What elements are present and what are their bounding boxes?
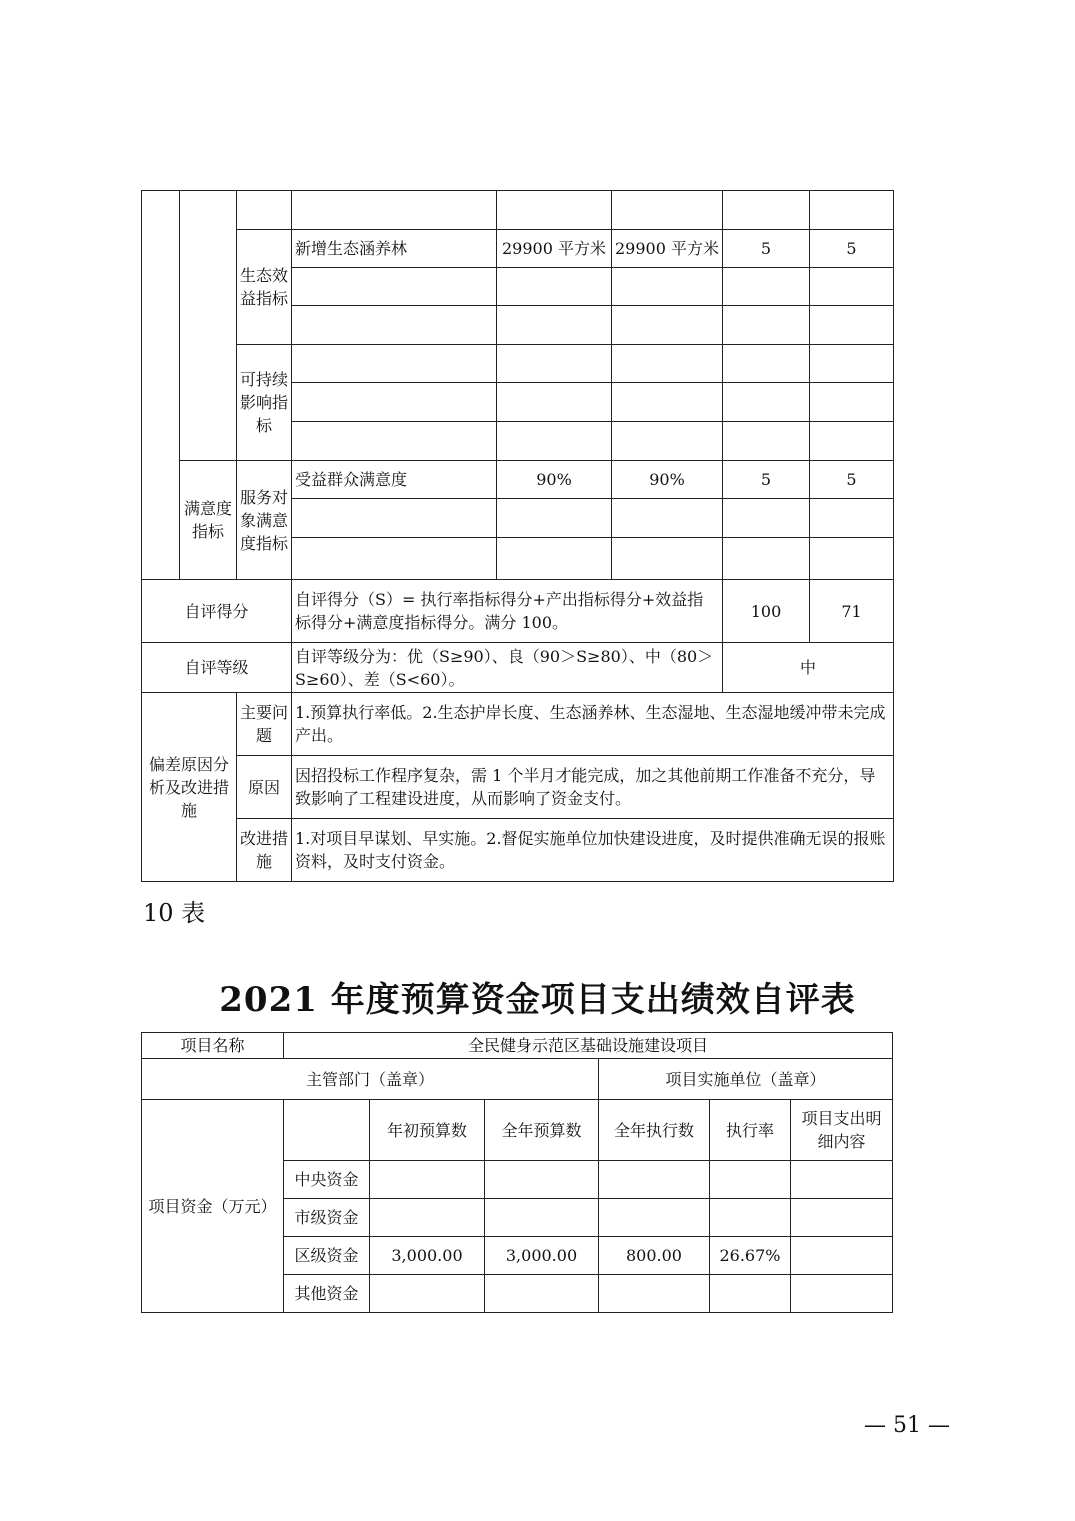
expense-detail-value [791, 1161, 893, 1199]
evaluation-table-continued [141, 190, 894, 882]
page-number: — 51 — [864, 1413, 950, 1438]
table-cell [810, 191, 894, 230]
weight-value [723, 383, 810, 422]
score-value [810, 538, 894, 580]
weight-value: 5 [723, 230, 810, 268]
indicator-name: 新增生态涵养林 [292, 230, 497, 268]
execution-rate-value [710, 1199, 791, 1237]
indicator-name [292, 345, 497, 383]
indicator-name [292, 422, 497, 461]
execution-rate-value [710, 1161, 791, 1199]
table-cell [612, 191, 723, 230]
score-value [810, 499, 894, 538]
indicator-name [292, 499, 497, 538]
deviation-analysis-label: 偏差原因分析及改进措施 [142, 693, 237, 882]
project-funds-label: 项目资金（万元） [142, 1100, 284, 1313]
executed-value: 800.00 [599, 1237, 710, 1275]
header-annual-budget: 全年预算数 [485, 1100, 599, 1161]
fund-source-label: 区级资金 [284, 1237, 370, 1275]
execution-rate-value [710, 1275, 791, 1313]
improvement-label: 改进措施 [237, 819, 292, 882]
target-value [497, 306, 612, 345]
department-label: 主管部门（盖章） [142, 1059, 599, 1100]
target-value [497, 383, 612, 422]
weight-value [723, 538, 810, 580]
annual-budget-value: 3,000.00 [485, 1237, 599, 1275]
weight-value [723, 306, 810, 345]
target-value [497, 345, 612, 383]
implementing-unit-label: 项目实施单位（盖章） [599, 1059, 893, 1100]
initial-budget-value [370, 1161, 485, 1199]
expense-detail-value [791, 1275, 893, 1313]
target-value [497, 538, 612, 580]
self-grade-value: 中 [723, 643, 894, 693]
indicator-name [292, 306, 497, 345]
satisfaction-indicator-label: 服务对象满意度指标 [237, 461, 292, 580]
weight-value [723, 499, 810, 538]
main-problem-label: 主要问题 [237, 693, 292, 756]
execution-rate-value: 26.67% [710, 1237, 791, 1275]
indicator-name [292, 538, 497, 580]
outer-indicator-column [142, 191, 180, 580]
table-cell [497, 191, 612, 230]
score-value: 5 [810, 230, 894, 268]
target-value: 29900 平方米 [497, 230, 612, 268]
self-score-label: 自评得分 [142, 580, 292, 643]
actual-value [612, 383, 723, 422]
annual-budget-value [485, 1275, 599, 1313]
actual-value [612, 268, 723, 306]
score-value [810, 383, 894, 422]
weight-value [723, 422, 810, 461]
fund-source-label: 市级资金 [284, 1199, 370, 1237]
initial-budget-value: 3,000.00 [370, 1237, 485, 1275]
actual-value [612, 422, 723, 461]
table-cell [292, 191, 497, 230]
header-initial-budget: 年初预算数 [370, 1100, 485, 1161]
previous-indicator-cell [237, 191, 292, 230]
project-name-label: 项目名称 [142, 1033, 284, 1059]
self-grade-rule: 自评等级分为：优（S≥90）、良（90＞S≥80）、中（80＞S≥60）、差（S<60）。 [292, 643, 723, 693]
initial-budget-value [370, 1275, 485, 1313]
reason-text: 因招投标工作程序复杂，需 1 个半月才能完成，加之其他前期工作准备不充分，导致影响了工程建设进度，从而影响了资金支付。 [292, 756, 894, 819]
page-title: 2021 年度预算资金项目支出绩效自评表 [219, 980, 856, 1020]
benefit-indicator-column [180, 191, 237, 461]
indicator-name [292, 383, 497, 422]
header-blank-cell [284, 1100, 370, 1161]
header-annual-executed: 全年执行数 [599, 1100, 710, 1161]
ecology-indicator-label: 生态效益指标 [237, 230, 292, 345]
weight-value [723, 268, 810, 306]
actual-value: 90% [612, 461, 723, 499]
score-value: 5 [810, 461, 894, 499]
satisfaction-group-label: 满意度指标 [180, 461, 237, 580]
indicator-name [292, 268, 497, 306]
executed-value [599, 1275, 710, 1313]
table-number-label: 10 表 [143, 899, 206, 927]
initial-budget-value [370, 1199, 485, 1237]
target-value [497, 422, 612, 461]
target-value: 90% [497, 461, 612, 499]
actual-value [612, 306, 723, 345]
self-grade-label: 自评等级 [142, 643, 292, 693]
sustainable-indicator-label: 可持续影响指标 [237, 345, 292, 461]
expense-detail-value [791, 1199, 893, 1237]
actual-value [612, 345, 723, 383]
actual-value: 29900 平方米 [612, 230, 723, 268]
fund-source-label: 其他资金 [284, 1275, 370, 1313]
annual-budget-value [485, 1199, 599, 1237]
table-cell [723, 191, 810, 230]
header-expense-detail: 项目支出明细内容 [791, 1100, 893, 1161]
score-value [810, 345, 894, 383]
actual-value [612, 538, 723, 580]
self-score-formula: 自评得分（S）= 执行率指标得分+产出指标得分+效益指标得分+满意度指标得分。满分 100。 [292, 580, 723, 643]
main-problem-text: 1.预算执行率低。2.生态护岸长度、生态涵养林、生态湿地、生态湿地缓冲带未完成产出。 [292, 693, 894, 756]
self-score-value: 71 [810, 580, 894, 643]
target-value [497, 499, 612, 538]
project-funds-table [141, 1032, 893, 1313]
actual-value [612, 499, 723, 538]
executed-value [599, 1199, 710, 1237]
project-name-value: 全民健身示范区基础设施建设项目 [284, 1033, 893, 1059]
fund-source-label: 中央资金 [284, 1161, 370, 1199]
score-value [810, 268, 894, 306]
reason-label: 原因 [237, 756, 292, 819]
weight-value [723, 345, 810, 383]
executed-value [599, 1161, 710, 1199]
improvement-text: 1.对项目早谋划、早实施。2.督促实施单位加快建设进度，及时提供准确无误的报账资料，及时支付资金。 [292, 819, 894, 882]
score-value [810, 422, 894, 461]
weight-value: 5 [723, 461, 810, 499]
annual-budget-value [485, 1161, 599, 1199]
self-score-full: 100 [723, 580, 810, 643]
expense-detail-value [791, 1237, 893, 1275]
header-execution-rate: 执行率 [710, 1100, 791, 1161]
target-value [497, 268, 612, 306]
indicator-name: 受益群众满意度 [292, 461, 497, 499]
score-value [810, 306, 894, 345]
